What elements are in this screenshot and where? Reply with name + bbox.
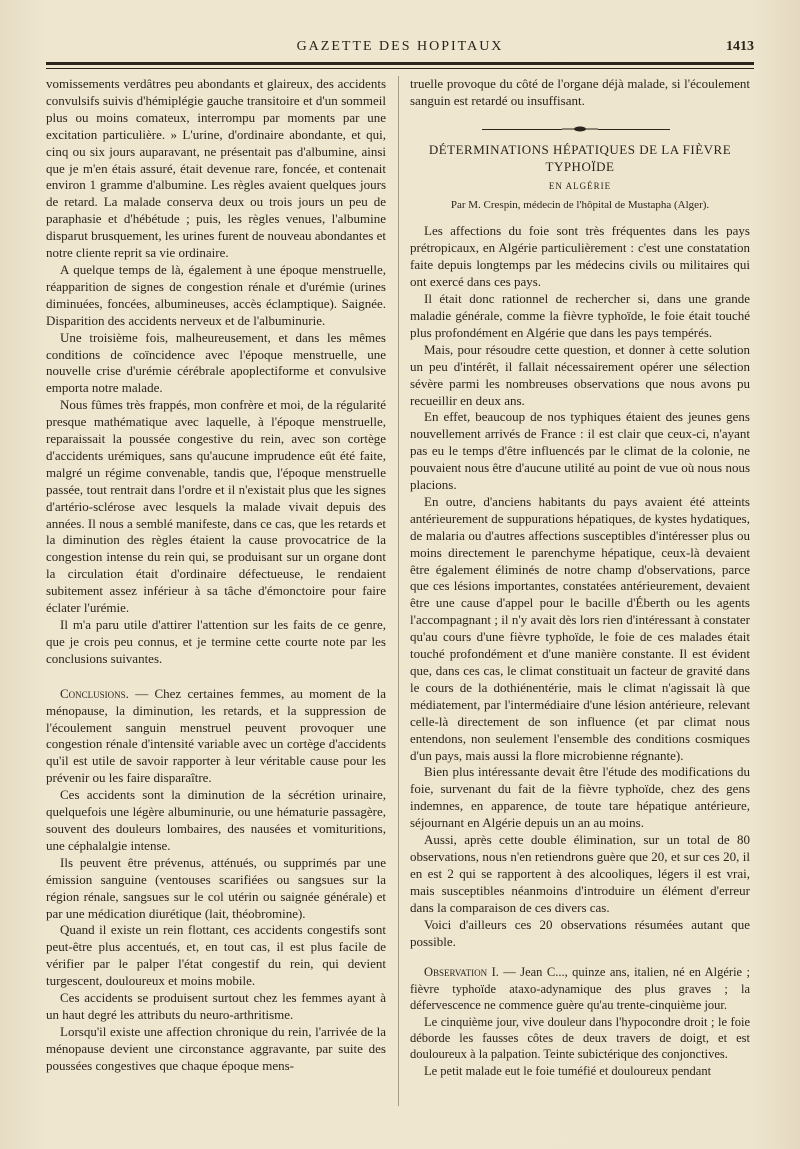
paragraph: Le petit malade eut le foie tuméfié et douloureux pendant [424, 1063, 712, 1078]
article-author: Par M. Crespin, médecin de l'hôpital de Mustapha (Alger). [450, 198, 710, 211]
left-column [46, 76, 386, 1075]
conclusions-label: Conclusions. [60, 685, 129, 701]
observation-heading [410, 964, 750, 1013]
paragraph: Aussi, après cette double élimination, sur un total de 80 observations, nous n'en retiendrons guère que 20, et sur ces 20, il en est 2 qui se rapportent à des alcooliques, légers il est vrai, mais susceptibles néanmoins d'introduire un élément d'erreur dans la comparaison de ces divers cas. [410, 832, 750, 915]
conclusions-paragraph [46, 686, 386, 787]
paragraph: Ces accidents sont la diminution de la sécrétion urinaire, quelquefois une légère albuminurie, ou une hématurie passagère, souvent des douleurs lombaires, des nausées et vomituritions, une céphalalgie intense. [46, 787, 386, 853]
paragraph: Quand il existe un rein flottant, ces accidents congestifs sont peut-être plus accentués, et, en tout cas, il est plus facile de vérifier par le palper l'état congestif du rein, qui devient turgescent, douloureux et moins mobile. [46, 922, 386, 989]
paragraph: Ces accidents se produisent surtout chez les femmes ayant à un haut degré les attributs du neuro-arthritisme. [46, 990, 386, 1022]
paragraph: Les affections du foie sont très fréquentes dans les pays prétropicaux, en Algérie particulièrement : c'est une constatation faite depuis longtemps par les médecins civils ou militaires qui ont exercé dans ces pays. [410, 223, 750, 290]
observation-block [410, 964, 750, 1079]
paragraph: Voici d'ailleurs ces 20 observations résumées autant que possible. [410, 916, 750, 949]
paragraph: vomissements verdâtres peu abondants et glaireux, des accidents convulsifs suivis d'hémiplégie gauche transitoire et d'un sommeil plus ou moins comateux, interrompu par moments par une excitation particulière. » L'urine, d'ordinaire abondante, et qui, cinq ou six jours auparavant, ne présentait pas d'albumine, ainsi que je m'en étais assuré, était devenue rare, foncée, et contenait environ 1 gramme d'albumine. Les règles avaient quelques jours de retard. La malade conserva deux ou trois jours un peu de paraphasie et d'hébétude ; puis, les règles venues, l'albumine disparut brusquement, les urines furent de nouveau abondantes et notre cliente reprit sa vie ordinaire. [46, 76, 386, 261]
paragraph: truelle provoque du côté de l'organe déjà malade, si l'écoulement sanguin est retardé ou insuffisant. [410, 76, 750, 108]
paragraph: En outre, d'anciens habitants du pays avaient été atteints antérieurement de suppurations hépatiques, de kystes hydatiques, de malaria ou d'autres affections susceptibles d'intéresser plus ou moins directement le parenchyme hépatique, ceux-là devaient être également éliminés de notre champ d'observations, parce que ces lésions importantes, constatées antérieurement, devaient être une cause d'appel pour le bacille d'Éberth ou les agents l'accompagnant ; il n'y avait dès lors rien d'intéressant à constater qu'au cours d'une fièvre typhoïde, le foie de ces malades était touché profondément et d'une manière constante. Il est évident que, dans ces cas, le climat constituait un facteur de gravité dans le cours de la dothiénentérie, mais le climat n'agissait là que médiatement, par l'intermédiaire d'une lésion antérieure, relevant celle-là directement de son influence (et par climat nous entendons, non seulement l'ensemble des conditions cosmiques d'un pays, mais aussi la flore microbienne régnante). [410, 493, 750, 763]
column-divider [398, 76, 399, 1106]
observation-label: Observation I. [424, 965, 499, 980]
paragraph: Bien plus intéressante devait être l'étude des modifications du foie, survenant du fait de la fièvre typhoïde, chez des gens indemnes, en apparence, de toute tare hépatique antérieure, séjournant en Algérie depuis un an au moins. [410, 764, 750, 831]
paragraph: Il m'a paru utile d'attirer l'attention sur les faits de ce genre, que je crois peu connus, et je termine cette courte note par les conclusions suivantes. [46, 617, 386, 666]
paragraph: Il était donc rationnel de rechercher si, dans une grande maladie générale, comme la fièvre typhoïde, le foie était touché plus profondément en Algérie que dans les pays tempérés. [410, 291, 750, 340]
header-rule-thin [46, 68, 754, 69]
article-title: DÉTERMINATIONS HÉPATIQUES DE LA FIÈVRE TYPHOÏDE [428, 141, 732, 174]
paragraph: Lorsqu'il existe une affection chronique du rein, l'arrivée de la ménopause devient une circonstance aggravante, par suite des poussées congestives que chaque époque mens- [46, 1023, 386, 1073]
journal-title: GAZETTE DES HOPITAUX [296, 39, 504, 54]
header-rule-thick [46, 62, 754, 65]
paragraph: Le cinquième jour, vive douleur dans l'hypocondre droit ; le foie déborde les fausses côtes de deux travers de doigt, et est douloureux à la palpation. Teinte subictérique des conjonctives. [410, 1014, 750, 1062]
page-number: 1413 [726, 39, 754, 54]
observation-text: — Jean C..., quinze ans, italien, né en Algérie ; fièvre typhoïde ataxo-adynamique des plus graves ; la défervescence ne commence guère qu'au trente-cinquième jour. [410, 965, 750, 1013]
paragraph: A quelque temps de là, également à une époque menstruelle, réapparition de signes de congestion rénale et d'urémie (urines diminuées, foncées, albumineuses, accès éclamptique). Saignée. Disparition des accidents nerveux et de l'albuminurie. [46, 261, 386, 328]
ornament-glyph [562, 125, 598, 133]
right-column [410, 76, 750, 1079]
paragraph: Ils peuvent être prévenus, atténués, ou supprimés par une émission sanguine (ventouses scarifiées ou sangsues sur la région rénale, sangsues sur le col utérin ou saignée générale) et par une médication diurétique (lait, théobromine). [46, 854, 386, 921]
page-header [46, 36, 754, 56]
paragraph: Une troisième fois, malheureusement, et dans les mêmes conditions de coïncidence avec l'époque menstruelle, une nouvelle crise d'urémie cérébrale apoplectiforme et convulsive emporta notre malade. [46, 329, 386, 396]
paragraph: En effet, beaucoup de nos typhiques étaient des jeunes gens nouvellement arrivés de France : il est clair que ceux-ci, n'ayant pas eu le temps d'être influencés par le climat de la colonie, ne pouvaient nous être d'aucune utilité au point de vue où nous nous placions. [410, 409, 750, 493]
conclusions-text: — Chez certaines femmes, au moment de la ménopause, la diminution, les retards, et la suppression de l'écoulement sanguin menstruel peuvent provoquer une congestion rénale d'intensité variable avec un cortège d'accidents qu'il est utile de savoir rapporter à leur véritable cause pour les prévenir ou les faire disparaître. [46, 685, 386, 786]
paragraph: Mais, pour résoudre cette question, et donner à cette solution un peu d'intérêt, il fallait nécessairement opérer une sélection sévère parmi les nombreuses observations que nous avons pu recueillir en deux ans. [410, 341, 750, 408]
section-ornament [410, 120, 750, 138]
article-subtitle: EN ALGÉRIE [548, 180, 612, 191]
paragraph: Nous fûmes très frappés, mon confrère et moi, de la régularité presque mathématique avec laquelle, à l'époque menstruelle, reparaissait la poussée congestive du rein, avec son cortège d'accidents urémiques, sans qu'aucune imprudence eût été faite, malgré un régime convenable, tandis que, l'époque menstruelle passée, tout rentrait dans l'ordre et il n'existait plus que les signes d'artério-sclérose avec lesquels la malade vivait depuis des années. Il nous a semblé manifeste, dans ce cas, que les retards et la diminution des règles étaient la cause provocatrice de la congestion intense du rein qui, se produisant sur un organe dont la circulation était d'ordinaire défectueuse, le rendaient subitement assez inférieur à sa tâche d'émonctoire pour faire éclater l'urémie. [46, 397, 386, 616]
